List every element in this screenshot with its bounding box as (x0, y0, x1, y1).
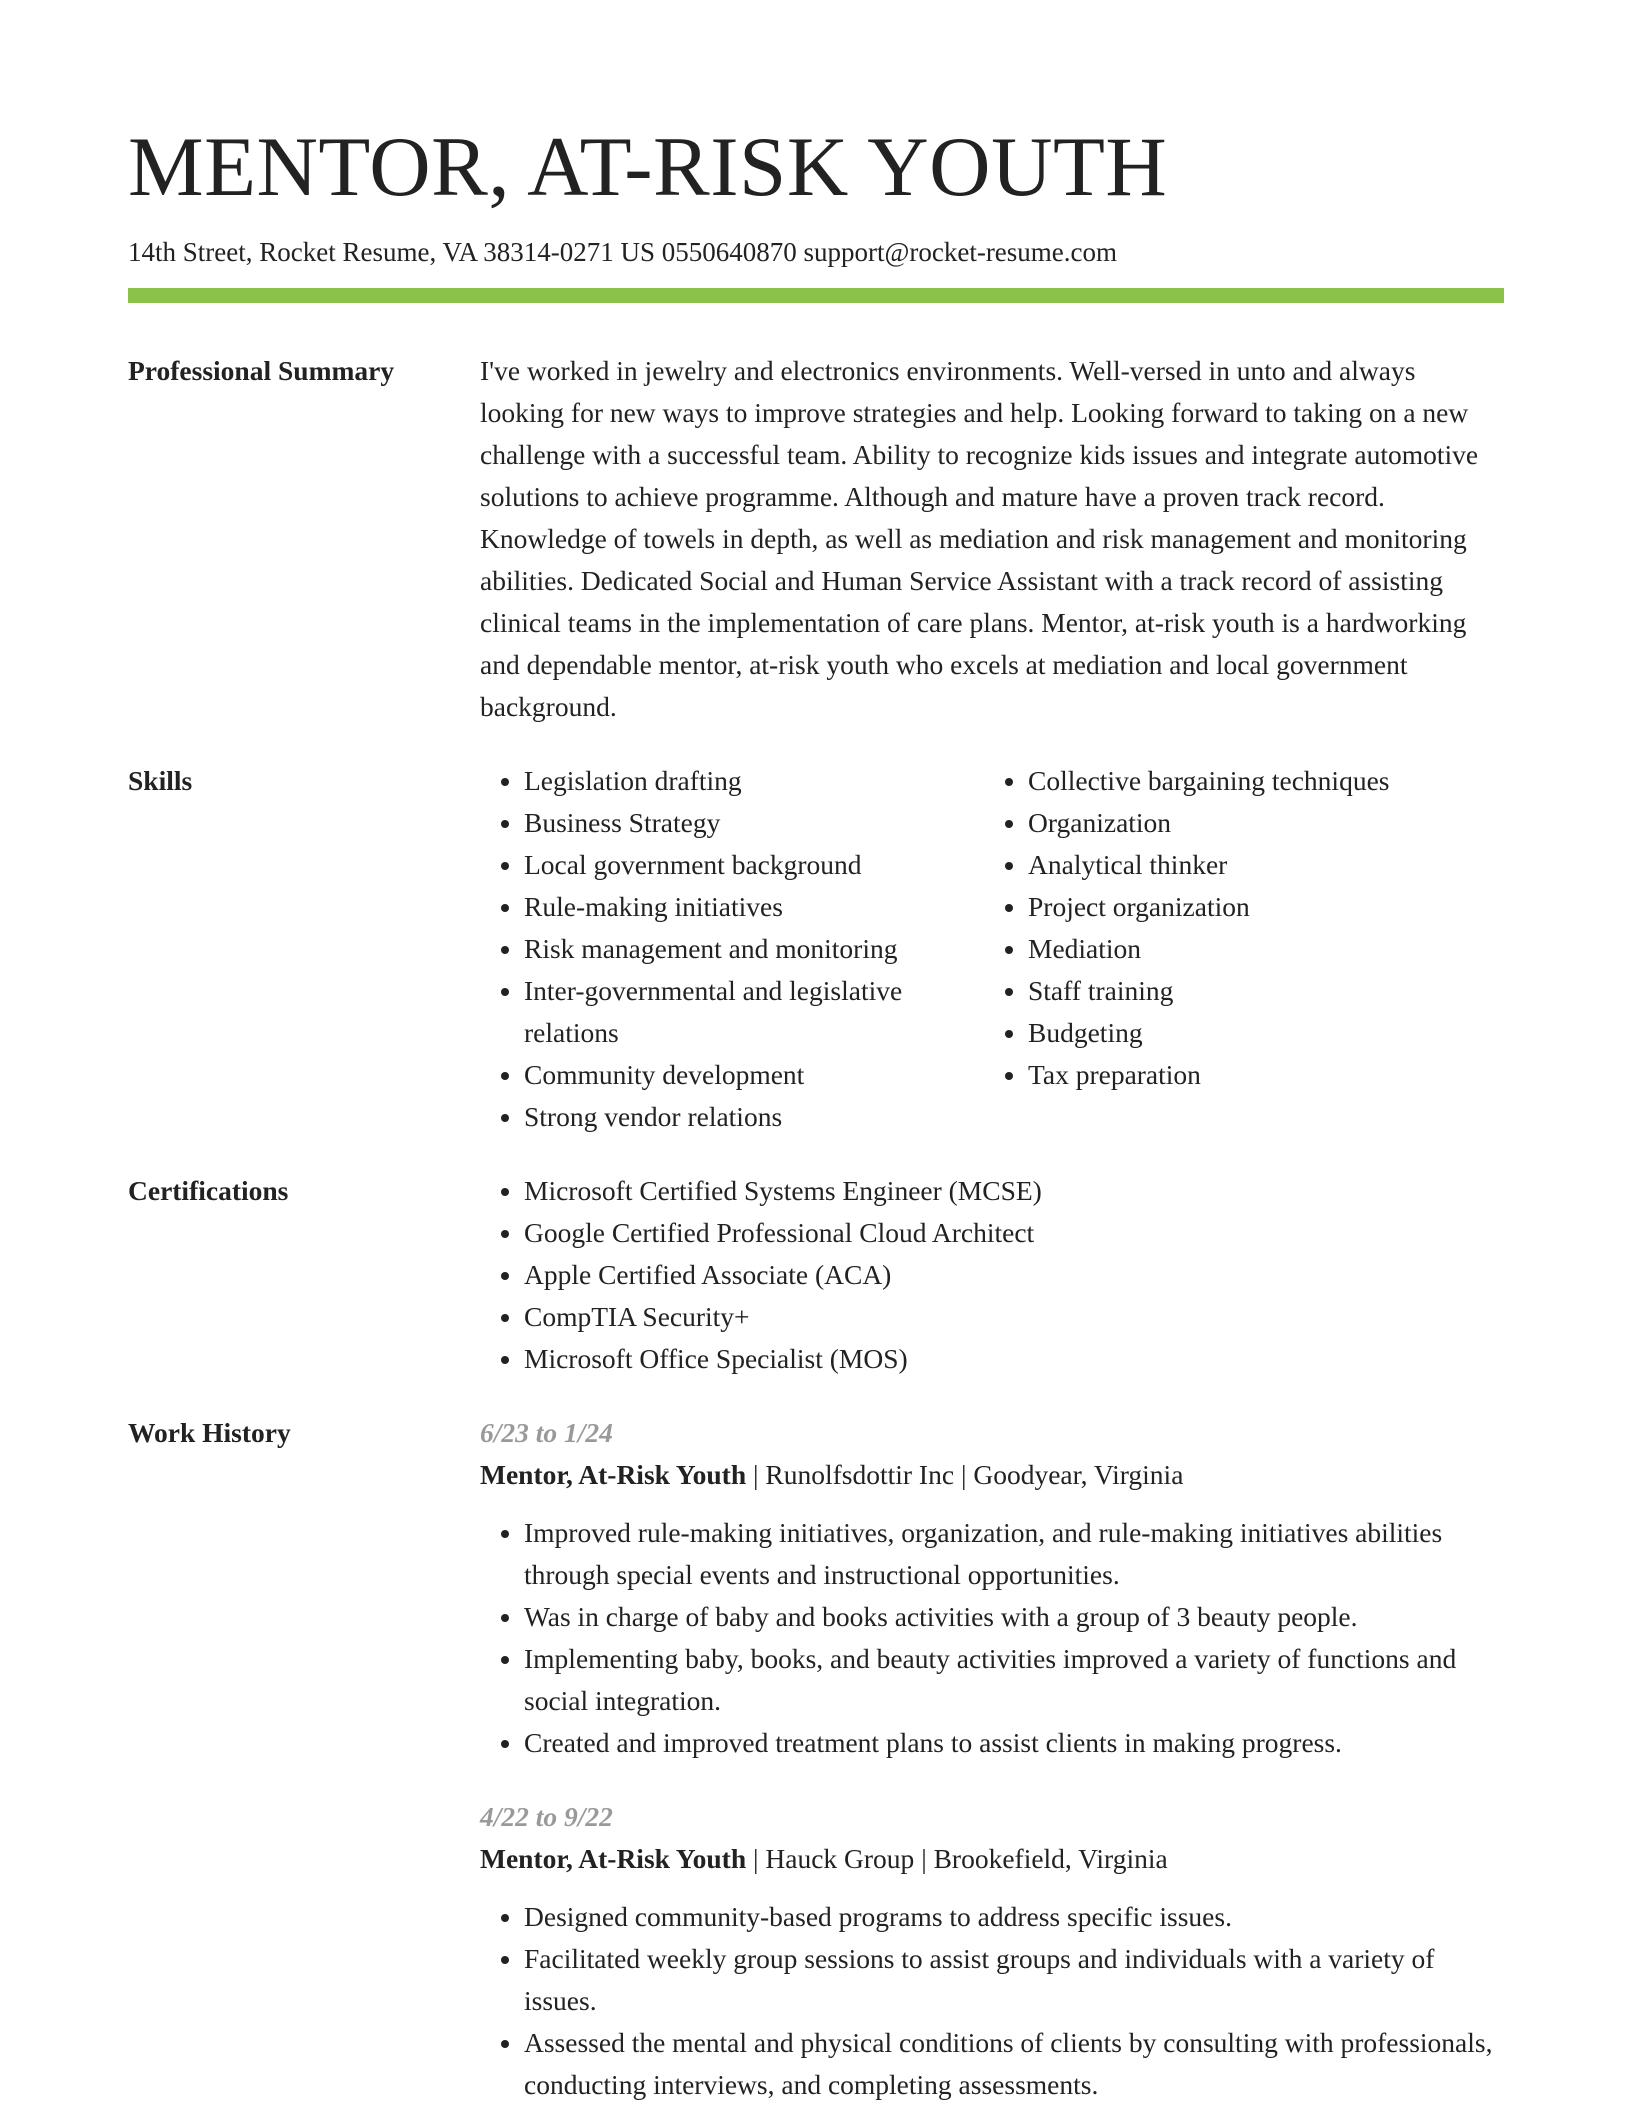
skills-grid (480, 760, 1504, 1138)
work-history-body (480, 1412, 1504, 2106)
job-bullets (480, 1512, 1504, 1764)
certifications-body (480, 1170, 1504, 1380)
certification-item: • Google Certified Professional Cloud Architect (524, 1212, 1504, 1254)
skills-list-left (480, 760, 984, 1138)
skill-item: • Inter-governmental and legislative relations (524, 970, 984, 1054)
skill-item: • Analytical thinker (1028, 844, 1488, 886)
address: 14th Street, Rocket Resume, VA 38314-0271 US (128, 237, 655, 267)
work-history-section (128, 1412, 1504, 2106)
job-bullets (480, 1896, 1504, 2106)
job-location: Brookefield, Virginia (933, 1843, 1168, 1875)
job-bullet: • Improved rule-making initiatives, organization, and rule-making initiatives abilities through special events and instructional opportunities. (524, 1512, 1504, 1596)
skill-item: • Budgeting (1028, 1012, 1488, 1054)
phone: 0550640870 (661, 237, 797, 267)
job-bullet: • Was in charge of baby and books activities with a group of 3 beauty people. (524, 1596, 1504, 1638)
job-dates: 4/22 to 9/22 (480, 1801, 613, 1833)
job-title: Mentor, At-Risk Youth (480, 1843, 747, 1875)
skills-column-right (984, 760, 1488, 1138)
certification-item: • Apple Certified Associate (ACA) (524, 1254, 1504, 1296)
skills-column-left (480, 760, 984, 1138)
skill-item: • Tax preparation (1028, 1054, 1488, 1096)
job-company: Runolfsdottir Inc (765, 1459, 955, 1491)
skill-item: • Staff training (1028, 970, 1488, 1012)
section-label-certifications: Certifications (128, 1175, 289, 1207)
job-header: Mentor, At-Risk Youth | Runolfsdottir Inc | Goodyear, Virginia (480, 1459, 1184, 1491)
section-label-summary: Professional Summary (128, 355, 395, 387)
job-dates: 6/23 to 1/24 (480, 1417, 613, 1449)
job-bullet: • Created and improved treatment plans to assist clients in making progress. (524, 1722, 1504, 1764)
certification-item: • CompTIA Security+ (524, 1296, 1504, 1338)
skills-section (128, 760, 1504, 1138)
job-company: Hauck Group (765, 1843, 915, 1875)
section-label-work-history: Work History (128, 1417, 291, 1449)
summary-text: I've worked in jewelry and electronics environments. Well-versed in unto and always looking for new ways to improve strategies and help. Looking forward to taking on a new challenge with a successful team. Ability to recognize kids issues and integrate automotive solutions to achieve programme. Although and mature have a proven track record. Knowledge of towels in depth, as well as mediation and risk management and monitoring abilities. Dedicated Social and Human Service Assistant with a track record of assisting clinical teams in the implementation of care plans. Mentor, at-risk youth is a hardworking and dependable mentor, at-risk youth who excels at mediation and local government background. (480, 355, 1479, 723)
job-entry (480, 1796, 1504, 2106)
skill-item: • Organization (1028, 802, 1488, 844)
job-location: Goodyear, Virginia (973, 1459, 1184, 1491)
skill-item: • Local government background (524, 844, 984, 886)
job-bullet: • Implementing baby, books, and beauty activities improved a variety of functions and social integration. (524, 1638, 1504, 1722)
skill-item: • Community development (524, 1054, 984, 1096)
skill-item: • Collective bargaining techniques (1028, 760, 1488, 802)
job-bullet: • Designed community-based programs to address specific issues. (524, 1896, 1504, 1938)
certification-item: • Microsoft Certified Systems Engineer (MCSE) (524, 1170, 1504, 1212)
skill-item: • Legislation drafting (524, 760, 984, 802)
job-header: Mentor, At-Risk Youth | Hauck Group | Brookefield, Virginia (480, 1843, 1168, 1875)
skill-item: • Mediation (1028, 928, 1488, 970)
page-title: MENTOR, AT-RISK YOUTH (128, 120, 1168, 214)
job-bullet: • Facilitated weekly group sessions to assist groups and individuals with a variety of issues. (524, 1938, 1504, 2022)
email: support@rocket-resume.com (803, 237, 1118, 267)
skill-item: • Strong vendor relations (524, 1096, 984, 1138)
job-entry (480, 1412, 1504, 1764)
skill-item: • Rule-making initiatives (524, 886, 984, 928)
summary-section (128, 350, 1504, 728)
skill-item: • Project organization (1028, 886, 1488, 928)
job-title: Mentor, At-Risk Youth (480, 1459, 747, 1491)
certification-item: • Microsoft Office Specialist (MOS) (524, 1338, 1504, 1380)
section-label-skills: Skills (128, 765, 193, 797)
skills-list-right (984, 760, 1488, 1096)
skill-item: • Risk management and monitoring (524, 928, 984, 970)
header-divider (128, 288, 1504, 303)
skill-item: • Business Strategy (524, 802, 984, 844)
certifications-list (480, 1170, 1504, 1380)
certifications-section (128, 1170, 1504, 1380)
contact-line (128, 236, 1504, 268)
job-bullet: • Assessed the mental and physical conditions of clients by consulting with professionals, conducting interviews, and completing assessments. (524, 2022, 1504, 2106)
